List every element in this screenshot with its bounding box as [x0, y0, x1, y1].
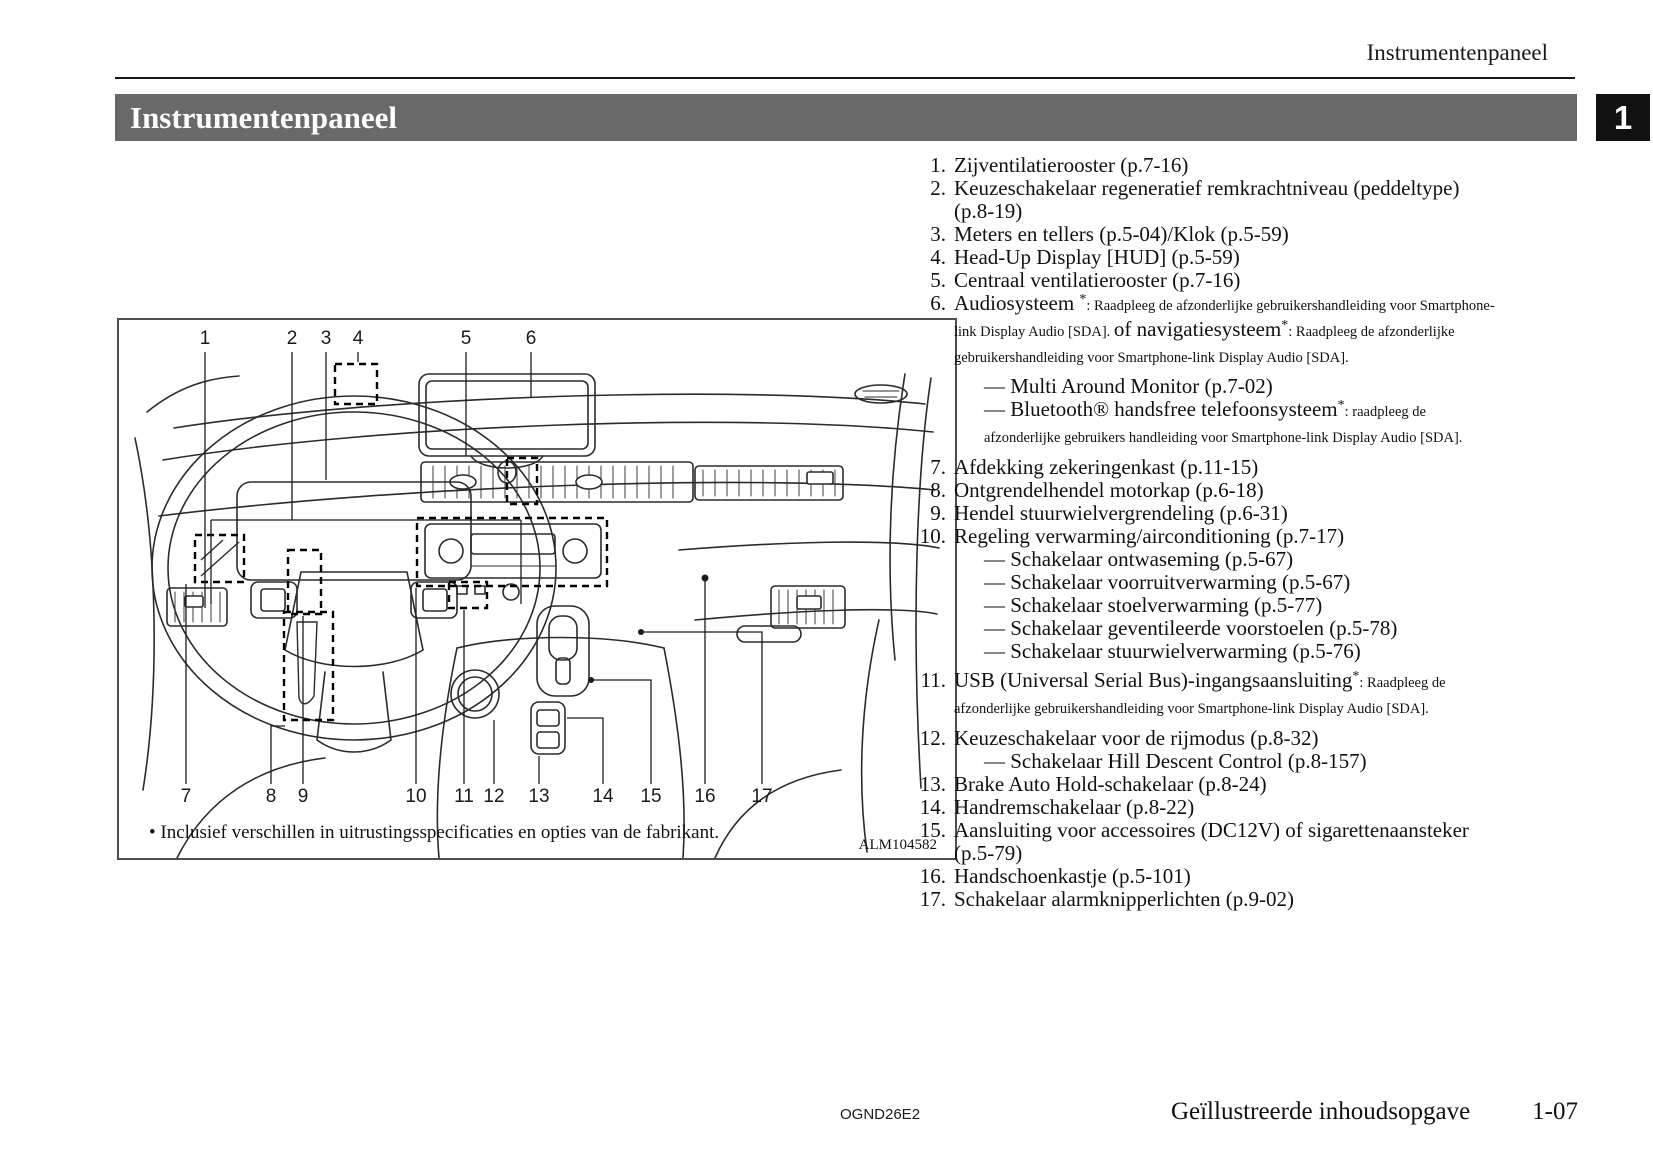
- legend-text-segment: — Schakelaar ontwaseming (p.5-67): [984, 547, 1294, 571]
- legend-item-text: [954, 819, 1500, 865]
- legend-item-number: 12.: [919, 726, 946, 750]
- legend-sub-item: [954, 750, 1500, 773]
- legend-item-line: [954, 727, 1500, 750]
- legend-text-segment: : Raadpleeg de afzonderlijke gebruikershandleiding voor Smartphone-link Display Audio [SDA].: [954, 298, 1495, 340]
- legend-item-text: [954, 727, 1500, 773]
- callout-number: 15: [640, 786, 662, 807]
- legend-text-segment: : raadpleeg de afzonderlijke gebruikers handleiding voor Smartphone-link Display Audio [SDA].: [984, 404, 1463, 446]
- legend-item-line: [954, 502, 1500, 525]
- legend-sub-item: [954, 571, 1500, 594]
- legend-item-line: [954, 819, 1500, 865]
- legend-item-number: 6.: [930, 291, 946, 315]
- legend-text-segment: Aansluiting voor accessoires (DC12V) of sigarettenaansteker (p.5-79): [954, 818, 1469, 865]
- legend-item-text: [954, 865, 1500, 888]
- legend-text-segment: of navigatiesysteem: [1113, 317, 1282, 341]
- callout-number: 10: [405, 786, 427, 807]
- legend-sub-item: [954, 375, 1500, 398]
- callout-number: 7: [180, 786, 192, 807]
- legend-item-line: [954, 796, 1500, 819]
- legend-item-line: [954, 456, 1500, 479]
- legend-item-number: 13.: [919, 772, 946, 796]
- legend-item-number: 11.: [920, 668, 946, 692]
- legend-item-number: 7.: [930, 455, 946, 479]
- callout-number: 6: [525, 328, 537, 349]
- legend-item-text: [954, 888, 1500, 911]
- callout-number: 1: [199, 328, 211, 349]
- legend-item: [912, 223, 1500, 246]
- footer-right: [1171, 1098, 1578, 1126]
- callout-number: 4: [352, 328, 364, 349]
- legend-item-number: 16.: [919, 864, 946, 888]
- legend-item-line: [954, 154, 1500, 177]
- legend-item-text: [954, 525, 1500, 663]
- legend-item-number: 8.: [930, 478, 946, 502]
- page-header-title: Instrumentenpaneel: [1366, 40, 1548, 65]
- callout-number: 2: [286, 328, 298, 349]
- legend-item-number: 9.: [930, 501, 946, 525]
- callout-number: 16: [694, 786, 716, 807]
- legend-text-segment: Keuzeschakelaar regeneratief remkrachtniveau (peddeltype) (p.8-19): [954, 176, 1460, 223]
- legend-item-number: 10.: [919, 524, 946, 548]
- legend-item: [912, 269, 1500, 292]
- legend-text-segment: Handremschakelaar (p.8-22): [954, 795, 1195, 819]
- legend-item-line: [954, 479, 1500, 502]
- callout-number: 3: [320, 328, 332, 349]
- chapter-tab: 1: [1596, 94, 1650, 141]
- legend-item-line: [954, 292, 1500, 370]
- legend-text-segment: Hendel stuurwielvergrendeling (p.6-31): [954, 501, 1288, 525]
- legend-text-segment: Audiosysteem: [954, 291, 1080, 315]
- legend-text-segment: Head-Up Display [HUD] (p.5-59): [954, 245, 1240, 269]
- legend-item-text: [954, 773, 1500, 796]
- legend-item: [912, 865, 1500, 888]
- legend-text-segment: *: [1352, 669, 1360, 684]
- legend-text-segment: Ontgrendelhendel motorkap (p.6-18): [954, 478, 1264, 502]
- legend-item-line: [954, 525, 1500, 548]
- legend-item: [912, 525, 1500, 663]
- legend-text-segment: *: [1079, 292, 1087, 307]
- legend-item-number: 5.: [930, 268, 946, 292]
- legend-text-segment: USB (Universal Serial Bus)-ingangsaansluiting: [954, 668, 1353, 692]
- callout-number: 9: [297, 786, 309, 807]
- legend-text-segment: Handschoenkastje (p.5-101): [954, 864, 1191, 888]
- legend-item: [912, 177, 1500, 223]
- legend-text-segment: : Raadpleeg de afzonderlijke gebruikershandleiding voor Smartphone-link Display Audio [SDA].: [954, 324, 1455, 366]
- legend-sub-item: [954, 594, 1500, 617]
- legend-text-segment: Centraal ventilatierooster (p.7-16): [954, 268, 1241, 292]
- legend-item-text: [954, 246, 1500, 269]
- legend-item-text: [954, 154, 1500, 177]
- figure-panel: [117, 318, 957, 860]
- legend-text-segment: Brake Auto Hold-schakelaar (p.8-24): [954, 772, 1267, 796]
- legend-text-segment: — Schakelaar Hill Descent Control (p.8-157): [984, 749, 1367, 773]
- legend-item-text: [954, 502, 1500, 525]
- legend-item-text: [954, 456, 1500, 479]
- legend-item-line: [954, 269, 1500, 292]
- legend-text-segment: Afdekking zekeringenkast (p.11-15): [954, 455, 1259, 479]
- legend-item: [912, 292, 1500, 450]
- legend-item-line: [954, 246, 1500, 269]
- legend-text-segment: Meters en tellers (p.5-04)/Klok (p.5-59): [954, 222, 1289, 246]
- legend-item-text: [954, 796, 1500, 819]
- legend-text-segment: — Bluetooth® handsfree telefoonsysteem: [984, 397, 1338, 421]
- legend-text-segment: : Raadpleeg de afzonderlijke gebruikershandleiding voor Smartphone-link Display Audio [SDA].: [954, 675, 1446, 717]
- legend-item-text: [954, 223, 1500, 246]
- legend-item: [912, 154, 1500, 177]
- legend-sub-item: [954, 398, 1500, 450]
- legend-item: [912, 796, 1500, 819]
- callout-number: 17: [751, 786, 773, 807]
- legend-item-text: [954, 669, 1500, 721]
- callout-number: 5: [460, 328, 472, 349]
- legend-list: [912, 154, 1500, 911]
- footer-doc-code: OGND26E2: [840, 1106, 921, 1123]
- legend-item-text: [954, 292, 1500, 450]
- legend-item: [912, 669, 1500, 721]
- legend-text-segment: — Schakelaar stoelverwarming (p.5-77): [984, 593, 1323, 617]
- legend-sub-item: [954, 548, 1500, 571]
- callout-number: 11: [454, 786, 474, 807]
- legend-text-segment: Regeling verwarming/airconditioning (p.7-17): [954, 524, 1345, 548]
- section-title: Instrumentenpaneel: [130, 99, 397, 135]
- header-rule: [115, 77, 1575, 79]
- callout-number: 14: [592, 786, 614, 807]
- legend-text-segment: *: [1281, 318, 1289, 333]
- legend-item-number: 15.: [919, 818, 946, 842]
- legend-item: [912, 819, 1500, 865]
- legend-item: [912, 479, 1500, 502]
- legend-item: [912, 727, 1500, 773]
- callout-number: 13: [528, 786, 550, 807]
- legend-text-segment: — Schakelaar voorruitverwarming (p.5-67): [984, 570, 1351, 594]
- legend-item-line: [954, 177, 1500, 223]
- legend-text-segment: — Multi Around Monitor (p.7-02): [984, 374, 1273, 398]
- footer-page-number: 1-07: [1532, 1098, 1578, 1125]
- legend-item-text: [954, 269, 1500, 292]
- legend-item: [912, 773, 1500, 796]
- legend-item-line: [954, 223, 1500, 246]
- legend-item-number: 3.: [930, 222, 946, 246]
- figure-caption: • Inclusief verschillen in uitrustingsspecificaties en opties van de fabrikant.: [149, 822, 720, 843]
- callout-number: 8: [265, 786, 277, 807]
- legend-text-segment: — Schakelaar stuurwielverwarming (p.5-76): [984, 639, 1361, 663]
- legend-item-line: [954, 865, 1500, 888]
- legend-item-text: [954, 479, 1500, 502]
- legend-item-number: 14.: [919, 795, 946, 819]
- footer-section-label: Geïllustreerde inhoudsopgave: [1170, 1098, 1471, 1125]
- legend-item: [912, 456, 1500, 479]
- legend-item: [912, 502, 1500, 525]
- legend-text-segment: *: [1337, 398, 1345, 413]
- legend-item-number: 2.: [930, 176, 946, 200]
- figure-code: ALM104582: [858, 837, 937, 853]
- legend-text-segment: Schakelaar alarmknipperlichten (p.9-02): [954, 887, 1294, 911]
- legend-item-line: [954, 669, 1500, 721]
- legend-item-line: [954, 773, 1500, 796]
- legend-sub-item: [954, 617, 1500, 640]
- section-title-bar: [115, 94, 1577, 141]
- dashboard-diagram: [119, 320, 955, 858]
- legend-text-segment: Keuzeschakelaar voor de rijmodus (p.8-32): [954, 726, 1319, 750]
- legend-sub-item: [954, 640, 1500, 663]
- legend-item-number: 4.: [930, 245, 946, 269]
- legend-item-line: [954, 888, 1500, 911]
- legend-text-segment: — Schakelaar geventileerde voorstoelen (p.5-78): [984, 616, 1398, 640]
- legend-item-number: 17.: [919, 887, 946, 911]
- legend-item: [912, 888, 1500, 911]
- legend-item-text: [954, 177, 1500, 223]
- legend-item: [912, 246, 1500, 269]
- legend-item-number: 1.: [930, 153, 946, 177]
- legend-text-segment: Zijventilatierooster (p.7-16): [954, 153, 1189, 177]
- callout-number: 12: [483, 786, 505, 807]
- callout-target-details: [201, 540, 317, 704]
